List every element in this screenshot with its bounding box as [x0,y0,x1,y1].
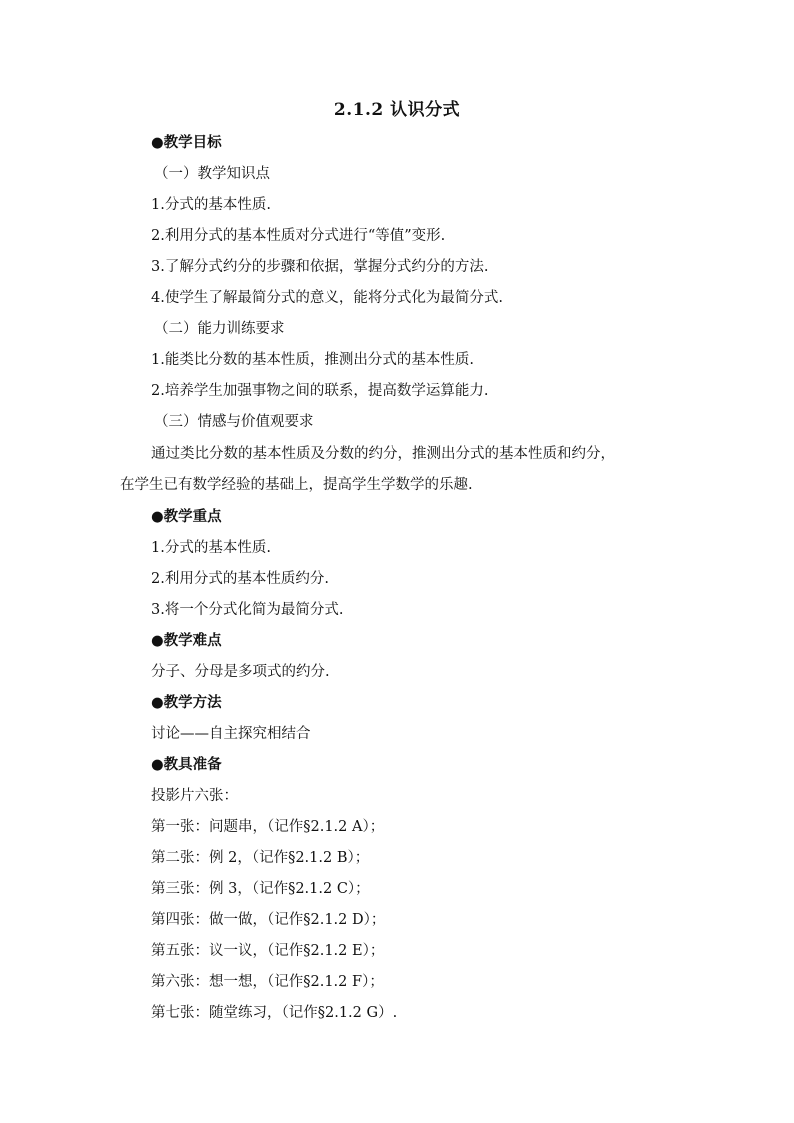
key-point-item: 2.利用分式的基本性质约分. [151,571,329,587]
materials-item: 第四张：做一做，（记作§2.1.2 D）； [151,912,386,928]
knowledge-item: 2.利用分式的基本性质对分式进行“等值”变形. [151,228,446,244]
knowledge-item: 3.了解分式约分的步骤和依据，掌握分式约分的方法. [151,259,489,275]
materials-item: 第一张：问题串，（记作§2.1.2 A）； [151,819,385,835]
objectives-heading: ●教学目标 [151,134,222,151]
ability-item: 1.能类比分数的基本性质，推测出分式的基本性质. [151,352,474,368]
key-points-heading: ●教学重点 [151,508,222,525]
emotion-paragraph-line: 在学生已有数学经验的基础上，提高学生学数学的乐趣. [120,477,473,493]
ability-item: 2.培养学生加强事物之间的联系，提高数学运算能力. [151,383,489,399]
materials-item: 第六张：想一想，（记作§2.1.2 F）； [151,974,384,990]
materials-intro: 投影片六张： [151,788,238,804]
materials-item: 第七张：随堂练习，（记作§2.1.2 G）. [151,1005,398,1021]
methods-text: 讨论——自主探究相结合 [151,726,311,742]
materials-item: 第五张：议一议，（记作§2.1.2 E）； [151,943,385,959]
key-point-item: 3.将一个分式化简为最简分式. [151,602,344,618]
difficulties-heading: ●教学难点 [151,632,222,649]
materials-item: 第二张：例 2，（记作§2.1.2 B）； [151,850,370,866]
document-title: 2.1.2 认识分式 [333,100,461,120]
emotion-subheading: （三）情感与价值观要求 [154,414,314,430]
difficulties-text: 分子、分母是多项式的约分. [151,664,330,680]
methods-heading: ●教学方法 [151,694,222,711]
knowledge-item: 1.分式的基本性质. [151,197,271,213]
materials-item: 第三张：例 3，（记作§2.1.2 C）； [151,881,370,897]
emotion-paragraph-line: 通过类比分数的基本性质及分数的约分，推测出分式的基本性质和约分， [151,446,615,462]
key-point-item: 1.分式的基本性质. [151,540,271,556]
ability-subheading: （二）能力训练要求 [154,321,285,337]
knowledge-subheading: （一）教学知识点 [154,166,270,182]
materials-heading: ●教具准备 [151,756,222,773]
knowledge-item: 4.使学生了解最简分式的意义，能将分式化为最简分式. [151,290,503,306]
